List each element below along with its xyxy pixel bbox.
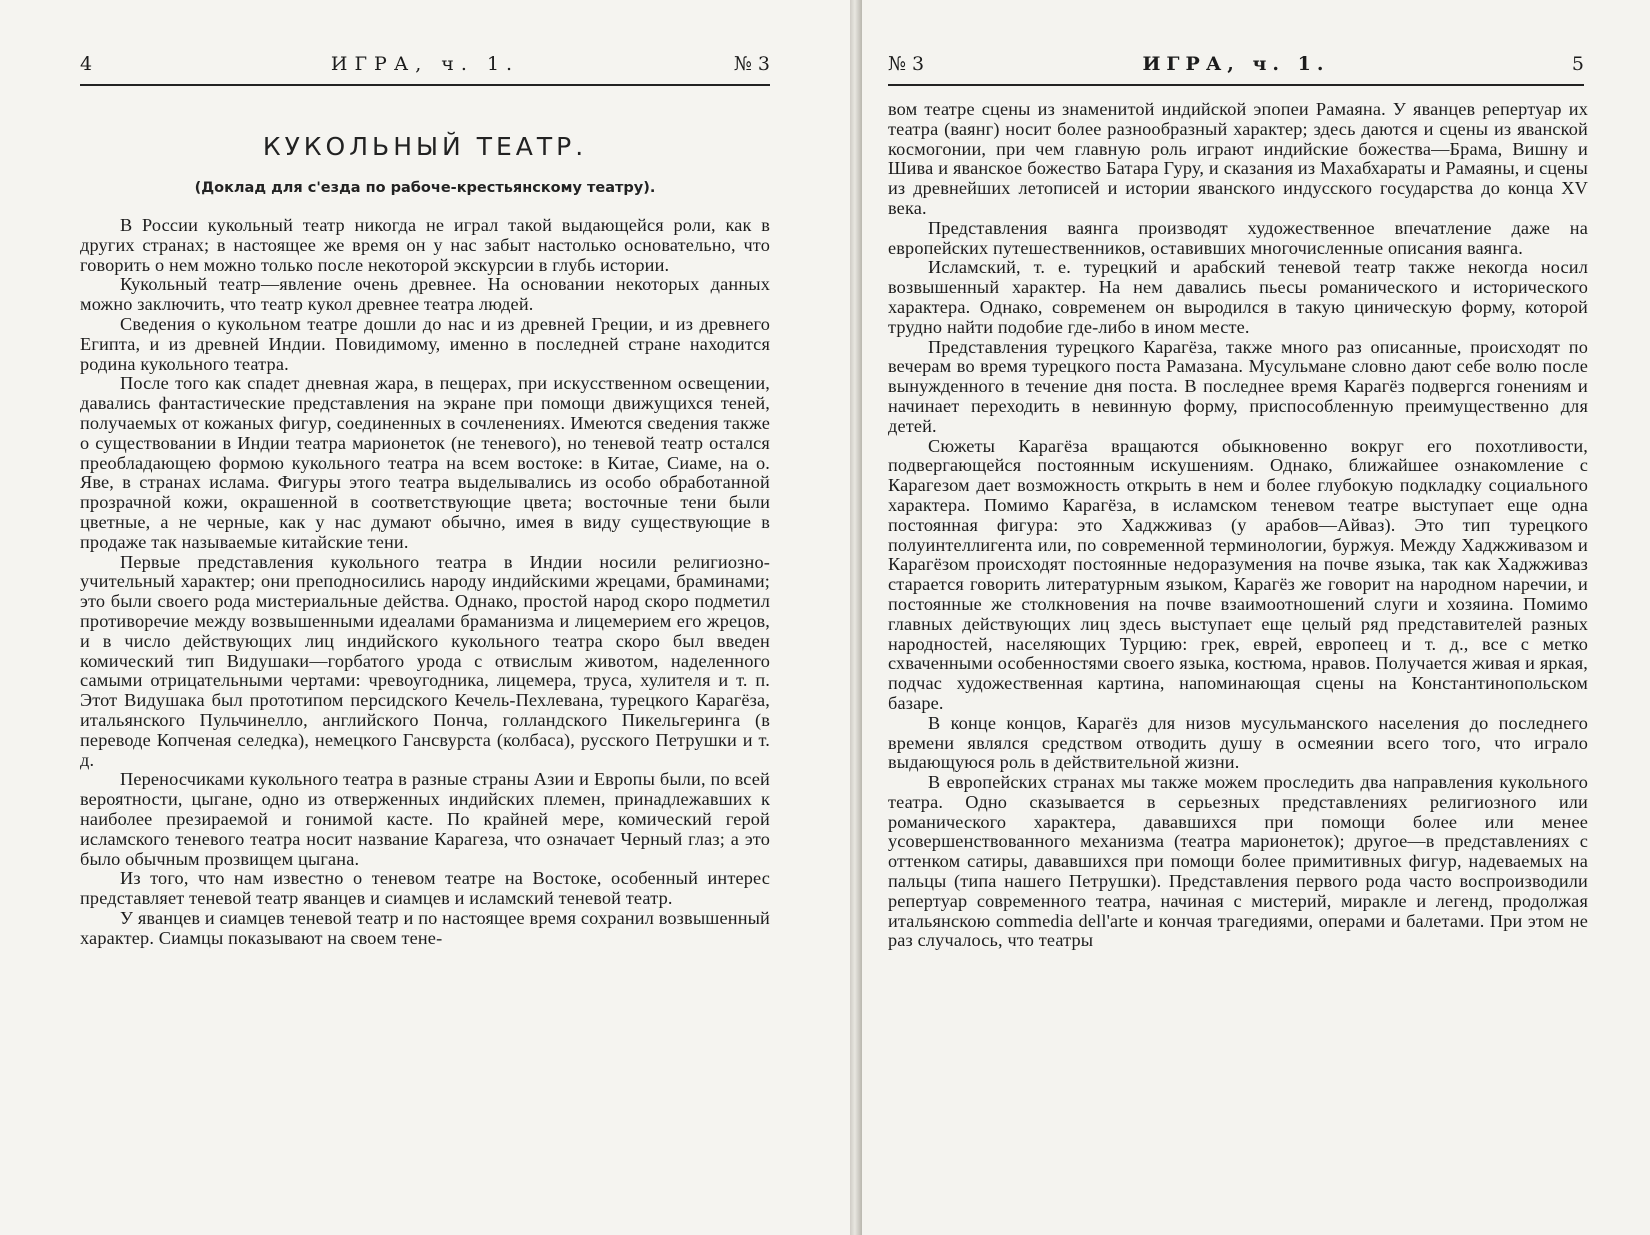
paragraph-continuation: вом театре сцены из знаменитой индийской эпопеи Рамаяна. У яванцев репертуар их театра (ваянг) носит более разнообразный характер; здесь даются и сцены из яванской космогонии, при чем главную роль играют индийские божества—Брама, Вишну и Шива и яванское божество Батара Гуру, и сказания из Махабхараты и Рамаяны, и сцены из древнейших летописей и истории яванского индусского государства до конца XV века. bbox=[888, 99, 1588, 218]
paragraph: Сюжеты Карагёза вращаются обыкновенно вокруг его похотливости, подвергающейся постоянным искушениям. Однако, ближайшее ознакомление с Карагезом дает возможность открыть в нем и более глубокую подкладку социального характера. Помимо Карагёза, в исламском теневом театре выступает еще одна постоянная фигура: это Хаджживаз (у арабов—Айваз). Это тип турецкого полуинтеллигента или, по современной терминологии, буржуя. Между Хаджживазом и Карагёзом происходят постоянные недоразумения на почве языка, так как Хаджживаз старается говорить литературным языком, Карагёз же говорит на народном наречии, и постоянные же столкновения на почве взаимоотношений слуги и хозяина. Помимо главных действующих лиц здесь выступает еще целый ряд представителей разных народностей, населяющих Турцию: грек, еврей, европеец и т. д., все с метко схваченными особенностями своего языка, костюма, нравов. Получается живая и яркая, подчас художественная картина, напоминающая сцены на Константинопольском базаре. bbox=[888, 435, 1588, 713]
paragraph: Кукольный театр—явление очень древнее. На основании некоторых данных можно заключить, что театр кукол древнее театра людей. bbox=[80, 274, 770, 315]
paragraph: Представления ваянга производят художественное впечатление даже на европейских путешественников, оставивших многочисленные описания ваянга. bbox=[888, 217, 1588, 258]
paragraph: Сведения о кукольном театре дошли до нас и из древней Греции, и из древнего Египта, и из древней Индии. Повидимому, именно в последней стране находится родина кукольного театра. bbox=[80, 313, 770, 374]
page-header bbox=[888, 52, 1584, 86]
issue-number: № 3 bbox=[888, 53, 925, 75]
page-number: 4 bbox=[80, 53, 93, 75]
paragraph: Представления турецкого Карагёза, также много раз описанные, происходят по вечерам во время турецкого поста Рамазана. Мусульмане словно дают себе волю после вынужденного в течение дня поста. В последнее время Карагёз подвергся гонениям и начинает переходить в невинную форму, приспособленную преимущественно для детей. bbox=[888, 336, 1588, 436]
paragraph: В европейских странах мы также можем проследить два направления кукольного театра. Одно сказывается в серьезных представлениях религиозного или романического характера, дававшихся при помощи более или менее усовершенствованного механизма (театра марионеток); другое—в представлениях с оттенком сатиры, дававшихся при помощи более примитивных фигур, надеваемых на пальцы (типа нашего Петрушки). Представления первого рода часто воспроизводили репертуар современного театра, начиная с мистерий, миракле и легенд, продолжая итальянскою commedia dell'arte и кончая трагедиями, операми и балетами. При этом не раз случалось, что театры bbox=[888, 772, 1588, 951]
paragraph: Переносчиками кукольного театра в разные страны Азии и Европы были, по всей вероятности, цыгане, одно из отверженных индийских племен, принадлежавших к наиболее презираемой и гонимой касте. По крайней мере, комический герой исламского теневого театра носит название Карагеза, что означает Черный глаз; а это было обычным прозвищем цыгана. bbox=[80, 769, 770, 869]
paragraph: После того как спадет дневная жара, в пещерах, при искусственном освещении, давались фантастические представления на экране при помощи движущихся теней, получаемых от кожаных фигур, соединенных в сочленениях. Имеются сведения также о существовании в Индии театра марионеток (не теневого), но теневой театр остался преобладающею формою кукольного театра на всем востоке: в Китае, Сиаме, на о. Яве, в странах ислама. Фигуры этого театра выделывались из особо обработанной прозрачной кожи, окрашенной в соответствующие цвета; восточные тени были цветные, а не черные, как у нас думают обычно, имея в виду существующие в продаже так называемые китайские тени. bbox=[80, 373, 770, 552]
paragraph: Из того, что нам известно о теневом театре на Востоке, особенный интерес представляет теневой театр яванцев и сиамцев и исламский теневой театр. bbox=[80, 868, 770, 909]
paragraph: У яванцев и сиамцев теневой театр и по настоящее время сохранил возвышенный характер. Сиамцы показывают на своем тене- bbox=[80, 907, 770, 948]
issue-number: № 3 bbox=[733, 53, 770, 75]
article-subtitle: (Доклад для с'езда по рабоче-крестьянскому театру). bbox=[194, 180, 656, 196]
paragraph: В конце концов, Карагёз для низов мусульманского населения до последнего времени являлся средством отводить душу в осмеянии всего того, что играло выдающуюся роль в действительной жизни. bbox=[888, 712, 1588, 773]
right-page bbox=[862, 0, 1650, 1235]
book-gutter bbox=[850, 0, 862, 1235]
journal-title: ИГРА, ч. 1. bbox=[1142, 53, 1330, 75]
journal-title: ИГРА, ч. 1. bbox=[330, 53, 520, 75]
article-body bbox=[888, 100, 1588, 951]
paragraph: Исламский, т. е. турецкий и арабский теневой театр также некогда носил возвышенный характер. На нем давались пьесы романического и исторического характера. Однако, современем он выродился в такую циническую форму, которой трудно найти подобие где-либо в ином месте. bbox=[888, 257, 1588, 337]
paragraph: Первые представления кукольного театра в Индии носили религиозно-учительный характер; они преподносились народу индийскими жрецами, браминами; это были своего рода мистериальные действа. Однако, простой народ скоро подметил противоречие между возвышенными идеалами браманизма и лицемерием его жрецов, и в число действующих лиц индийского кукольного театра скоро был введен комический тип Видушаки—горбатого урода с отвислым животом, наделенного самыми отрицательными чертами: чревоугодника, лицемера, труса, хулителя и т. п. Этот Видушака был прототипом персидского Кечель-Пехлевана, турецкого Карагёза, итальянского Пульчинелло, английского Понча, голландского Пикельгеринга (в переводе Копченая селедка), немецкого Гансвурста (колбаса), русского Петрушки и т. д. bbox=[80, 551, 770, 770]
article-body bbox=[80, 216, 770, 948]
page-header bbox=[80, 52, 770, 86]
article-title: КУКОЛЬНЫЙ ТЕАТР. bbox=[262, 132, 588, 161]
page-number: 5 bbox=[1571, 53, 1584, 75]
paragraph: В России кукольный театр никогда не играл такой выдающейся роли, как в других странах; в настоящее же время он у нас забыт настолько основательно, что говорить о нем можно только после некоторой экскурсии в глубь истории. bbox=[80, 215, 770, 275]
